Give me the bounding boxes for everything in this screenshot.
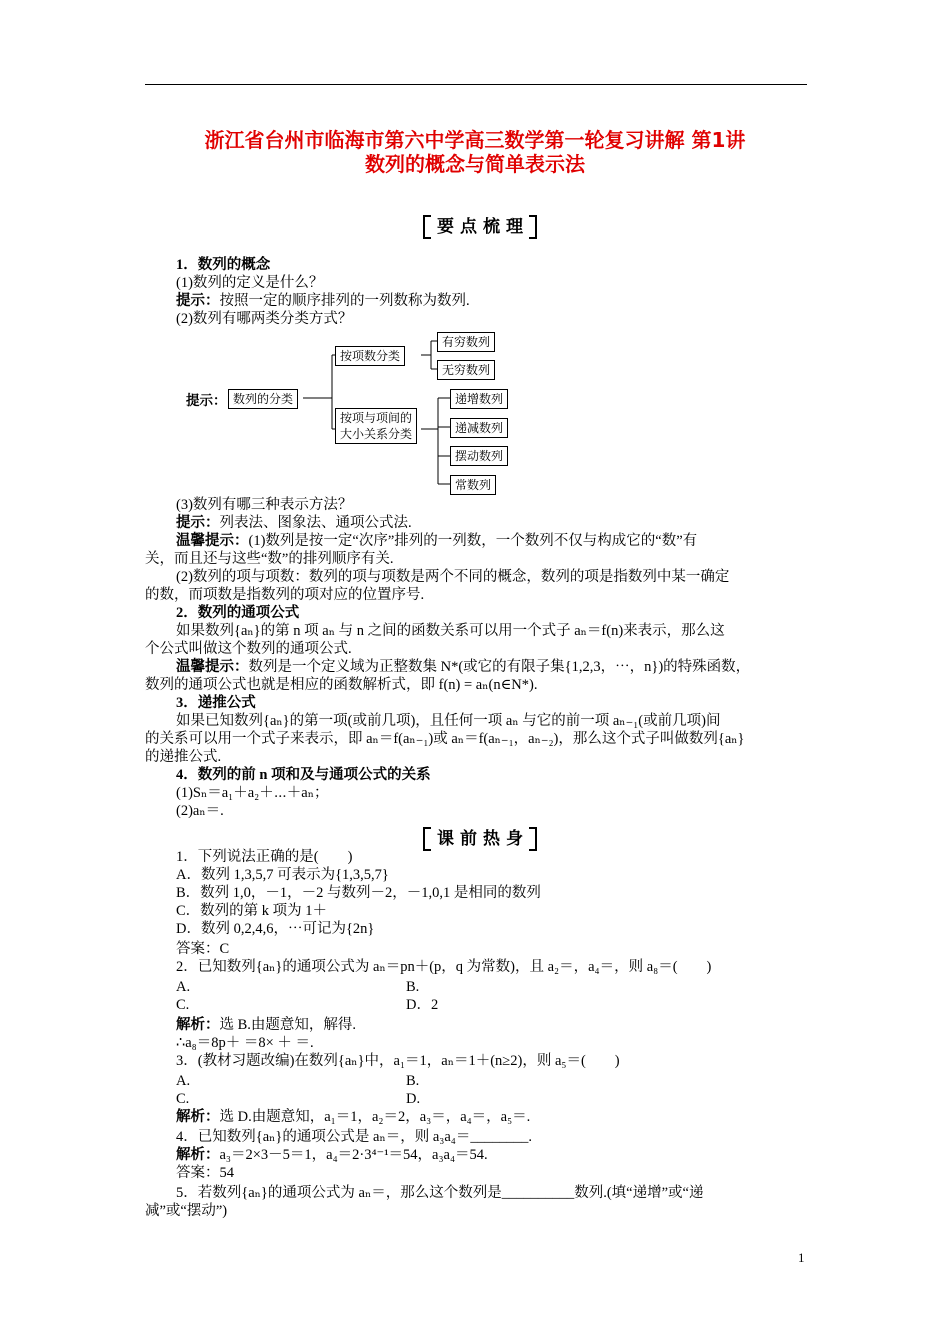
diagram-leaf-constant: 常数列 <box>450 475 496 495</box>
warm-tip1-line4: 的数，而项数是指数列的项对应的位置序号. <box>145 587 425 603</box>
diagram-leaf-infinite: 无穷数列 <box>437 360 495 380</box>
point2-line2: 个公式叫做这个数列的通项公式. <box>145 641 352 657</box>
warm-tip2-line2: 数列的通项公式也就是相应的函数解析式，即 f(n) = aₙ(n∈N*). <box>145 677 538 693</box>
page-number: 1 <box>798 1250 805 1265</box>
point4-line1: (1)Sₙ＝a₁＋a₂＋⋯＋aₙ； <box>176 785 329 801</box>
diagram-leaf-decreasing: 递减数列 <box>450 418 508 438</box>
question3-solution: 解析：选 D.由题意知，a₁＝1，a₂＝2，a₃＝，a₄＝，a₅＝. <box>176 1109 531 1125</box>
question3-option-d: D. <box>406 1091 421 1107</box>
question1-option-d: D．数列 0,2,4,6，⋯可记为{2n} <box>176 921 375 937</box>
point3-line1: 如果已知数列{aₙ}的第一项(或前几项)，且任何一项 aₙ 与它的前一项 aₙ₋₁(或前几项)间 <box>176 713 721 729</box>
warm-tip1-line2: 关，而且还与这些“数”的排列顺序有关. <box>145 551 394 567</box>
point3-heading: 3．递推公式 <box>176 695 256 711</box>
question2: 2．已知数列{aₙ}的通项公式为 aₙ＝pn＋(p，q 为常数)，且 a₂＝，a₄＝，则 a₈＝( ) <box>176 959 712 975</box>
doc-title-line1: 浙江省台州市临海市第六中学高三数学第一轮复习讲解 第1讲 <box>204 128 746 152</box>
question3-option-c: C. <box>176 1091 190 1107</box>
question3: 3．(教材习题改编)在数列{aₙ}中，a₁＝1，aₙ＝1＋(n≥2)，则 a₅＝( ) <box>176 1053 620 1069</box>
point4-heading: 4．数列的前 n 项和及与通项公式的关系 <box>176 767 431 783</box>
question1-option-a: A．数列 1,3,5,7 可表示为{1,3,5,7} <box>176 867 389 883</box>
left-bracket-icon <box>423 215 431 239</box>
section-heading-warmup: 课前热身 <box>423 824 537 851</box>
diagram-branch-by-count: 按项数分类 <box>335 346 405 366</box>
point1-question1: (1)数列的定义是什么？ <box>176 275 324 291</box>
question2-solution: 解析：选 B.由题意知，解得. <box>176 1017 357 1033</box>
question1-answer: 答案：C <box>176 941 230 957</box>
point3-line2: 的关系可以用一个式子来表示，即 aₙ＝f(aₙ₋₁)或 aₙ＝f(aₙ₋₁，aₙ₋₂)，那么这个式子叫做数列{aₙ} <box>145 731 745 747</box>
right-bracket-icon <box>529 827 537 851</box>
question2-option-b: B. <box>406 979 420 995</box>
diagram-leaf-finite: 有穷数列 <box>437 332 495 352</box>
question5-line2: 减”或“摆动”) <box>145 1203 228 1219</box>
point1-question2: (2)数列有哪两类分类方式？ <box>176 311 353 327</box>
left-bracket-icon <box>423 827 431 851</box>
question3-option-a: A. <box>176 1073 191 1089</box>
question1-option-b: B．数列 1,0，－1，－2 与数列－2，－1,0,1 是相同的数列 <box>176 885 541 901</box>
point1-answer3: 提示：列表法、图象法、通项公式法. <box>176 515 412 531</box>
diagram-leaf-oscillating: 摆动数列 <box>450 446 508 466</box>
question2-solution-step: ∴a₈＝8p＋ ＝8× ＋ ＝. <box>176 1035 314 1051</box>
question1: 1．下列说法正确的是( ) <box>176 849 353 865</box>
diagram-leaf-increasing: 递增数列 <box>450 389 508 409</box>
point2-line1: 如果数列{aₙ}的第 n 项 aₙ 与 n 之间的函数关系可以用一个式子 aₙ＝f(n)来表示，那么这 <box>176 623 725 639</box>
section-heading-key-points: 要点梳理 <box>423 212 537 239</box>
question5-line1: 5．若数列{aₙ}的通项公式为 aₙ＝，那么这个数列是__________数列.(填“递增”或“递 <box>176 1185 704 1201</box>
doc-title-line2: 数列的概念与简单表示法 <box>365 152 585 176</box>
point1-heading: 1．数列的概念 <box>176 257 271 273</box>
point4-line2: (2)aₙ＝. <box>176 803 224 819</box>
point1-answer1: 提示：按照一定的顺序排列的一列数称为数列. <box>176 293 470 309</box>
diagram-hint-label: 提示： <box>186 393 227 409</box>
question2-option-c: C. <box>176 997 190 1013</box>
diagram-root-node: 数列的分类 <box>228 389 298 409</box>
question3-option-b: B. <box>406 1073 420 1089</box>
top-rule <box>145 84 807 85</box>
point1-question3: (3)数列有哪三种表示方法？ <box>176 497 353 513</box>
diagram-branch-by-size: 按项与项间的 大小关系分类 <box>335 408 417 444</box>
question4-solution: 解析：a₃＝2×3－5＝1，a₄＝2·3⁴⁻¹＝54，a₃a₄＝54. <box>176 1147 488 1163</box>
warm-tip1-line3: (2)数列的项与项数：数列的项与项数是两个不同的概念，数列的项是指数列中某一确定 <box>176 569 730 585</box>
point2-heading: 2．数列的通项公式 <box>176 605 300 621</box>
question4: 4．已知数列{aₙ}的通项公式是 aₙ＝，则 a₃a₄＝________. <box>176 1129 532 1145</box>
question1-option-c: C．数列的第 k 项为 1＋ <box>176 903 328 919</box>
warm-tip2-line1: 温馨提示：数列是一个定义域为正整数集 N*(或它的有限子集{1,2,3，⋯，n})的特殊函数， <box>176 659 751 675</box>
question4-answer: 答案：54 <box>176 1165 234 1181</box>
question2-option-d: D．2 <box>406 997 439 1013</box>
point3-line3: 的递推公式. <box>145 749 222 765</box>
question2-option-a: A. <box>176 979 191 995</box>
right-bracket-icon <box>529 215 537 239</box>
warm-tip1-line1: 温馨提示：(1)数列是按一定“次序”排列的一列数，一个数列不仅与构成它的“数”有 <box>176 533 698 549</box>
